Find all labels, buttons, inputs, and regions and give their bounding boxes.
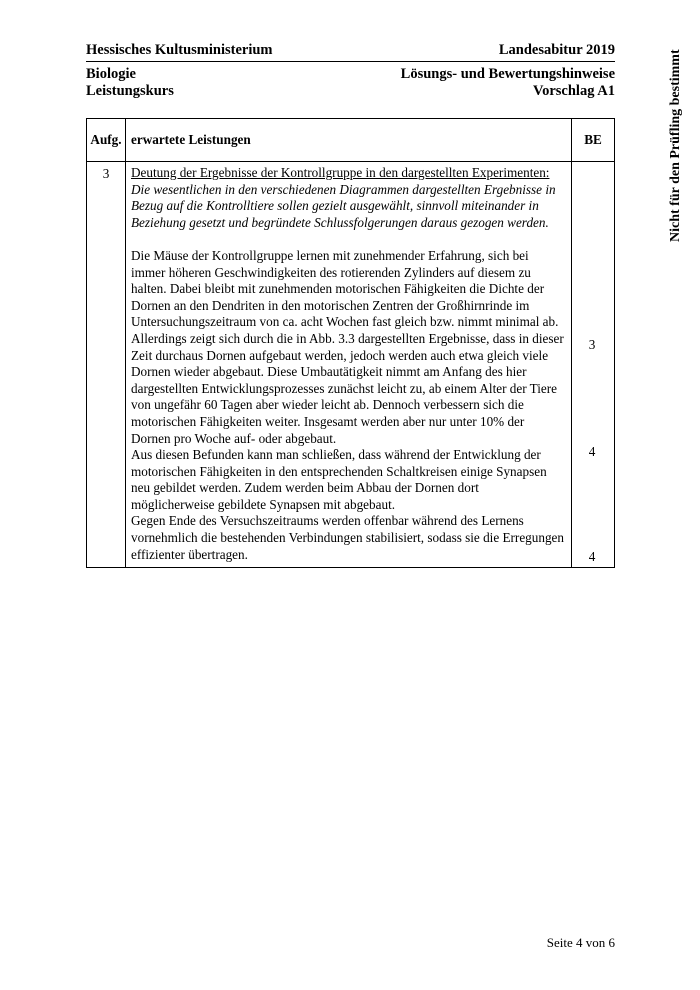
points-cell [572,162,615,568]
table-row [87,162,615,568]
paragraph-1: Die Mäuse der Kontrollgruppe lernen mit zunehmender Erfahrung, sich bei immer höheren Geschwindigkeiten des rotierenden Zylinders auf diesem zu halten. Dabei bleibt mit zunehmenden motorischen Fähigkeiten die Dichte der Dornen an den Dendriten in den motorischen Zentren der Großhirnrinde im Untersuchungszeitraum von ca. acht Wochen fast gleich bzw. nimmt minimal ab. [131,247,559,330]
doc-type: Lösungs- und Bewertungshinweise [400,66,615,82]
page-number: Seite 4 von 6 [546,935,615,950]
points-value: 4 [588,549,596,564]
task-instruction: Die wesentlichen in den verschiedenen Diagrammen dargestellten Ergebnisse in Bezug auf die Kontrolltiere sollen gezielt ausgewählt, sinnvoll miteinander in Beziehung gesetzt und begründete Schlussfolgerungen daraus gezogen werden. [131,181,556,230]
side-note [668,42,684,242]
side-note-text: Nicht für den Prüfling bestimmt [668,49,683,242]
subject: Biologie [86,66,136,82]
task-number: 3 [87,162,126,568]
table-header-row [87,119,615,162]
task-title: Deutung der Ergebnisse der Kontrollgruppe in den dargestellten Experimenten: [131,165,550,180]
ministry-name: Hessisches Kultusministerium [86,42,273,58]
course: Leistungskurs [86,83,174,99]
header-expected: erwartete Leistungen [126,119,572,162]
paragraph-4: Gegen Ende des Versuchszeitraums werden offenbar während des Lernens vornehmlich die bestehenden Verbindungen stabilisiert, sodass sie die Erregungen effizienter übertragen. [131,513,565,562]
paragraph-2: Allerdings zeigt sich durch die in Abb. 3.3 dargestellten Ergebnisse, dass in dieser Zeit durchaus Dornen aufgebaut werden, jedoch werden auch etwa gleich viele Dornen wieder abgebaut. Diese Umbautätigkeit nimmt am Anfang des hier dargestellten Entwicklungsprozesses zunächst leicht zu, ab einem Alter der Tiere von ungefähr 60 Tagen aber wieder leicht ab. Dennoch verbessern sich die motorischen Fähigkeiten weiter. Insgesamt werden aber nur unter 10% der Dornen pro Woche auf- oder abgebaut. [131,330,564,446]
header-task: Aufg. [87,119,126,162]
proposal: Vorschlag A1 [532,83,615,99]
header-points: BE [572,119,615,162]
paragraph-3: Aus diesen Befunden kann man schließen, dass während der Entwicklung der motorischen Fähigkeiten in den entsprechenden Schaltkreisen einige Synapsen neu gebildet werden. Zudem werden beim Abbau der Dornen dort möglicherweise gebildete Synapsen mit abgebaut. [131,447,547,512]
expected-performance [126,162,572,568]
points-value: 3 [588,337,596,352]
header-divider [86,61,615,62]
points-value: 4 [588,444,596,459]
evaluation-table [86,118,615,568]
exam-name: Landesabitur 2019 [498,42,615,58]
